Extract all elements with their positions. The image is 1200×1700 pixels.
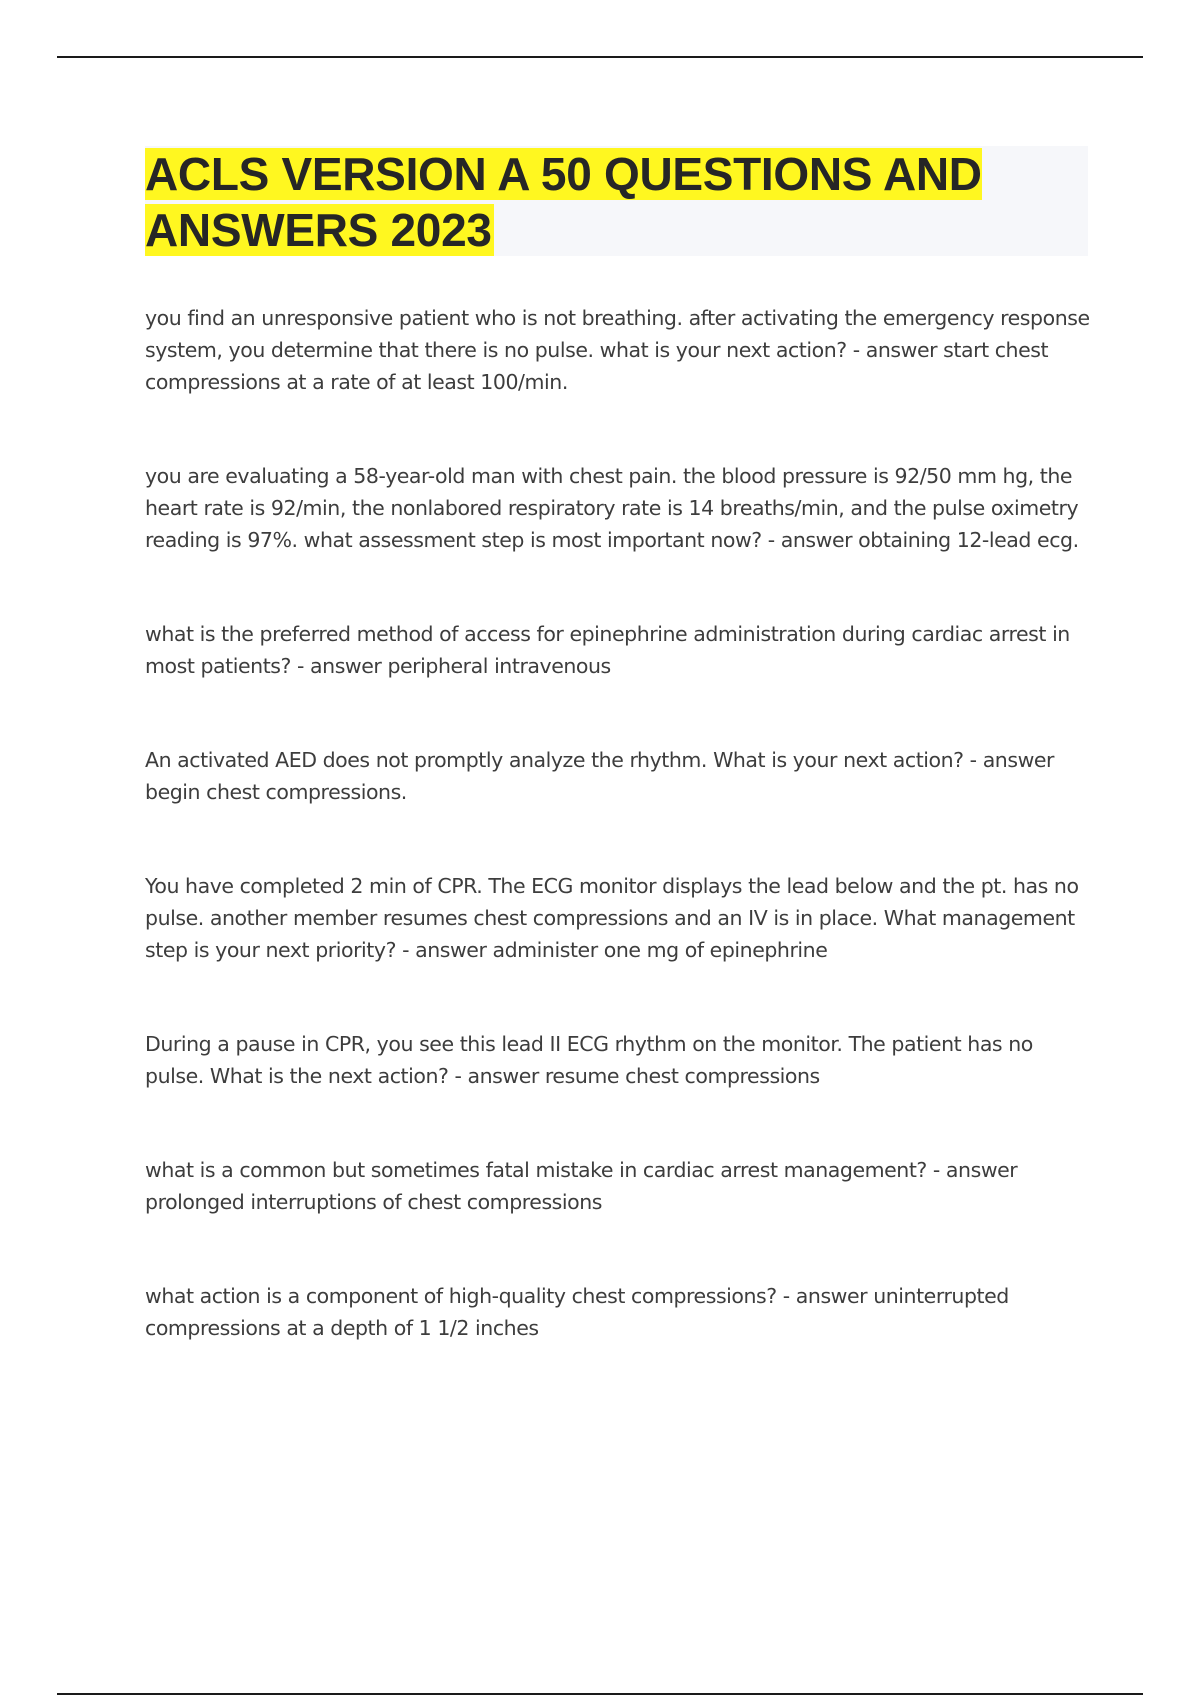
- qa-item-6: During a pause in CPR, you see this lead II ECG rhythm on the monitor. The patient has no pulse. What is the next action? - answer resume chest compressions: [145, 1032, 1033, 1088]
- title-highlight: ACLS VERSION A 50 QUESTIONS AND ANSWERS 2023: [145, 148, 982, 256]
- qa-item-2: you are evaluating a 58-year-old man with chest pain. the blood pressure is 92/50 mm hg, the heart rate is 92/min, the nonlabored respiratory rate is 14 breaths/min, and the pulse oximetry reading is 97%. what assessment step is most important now? - answer obtaining 12-lead ecg.: [145, 464, 1079, 552]
- title-block: [145, 146, 1088, 256]
- qa-item-1: you find an unresponsive patient who is not breathing. after activating the emergency response system, you determine that there is no pulse. what is your next action? - answer start chest compressions at a rate of at least 100/min.: [145, 306, 1090, 394]
- qa-item-8: what action is a component of high-quality chest compressions? - answer uninterrupted compressions at a depth of 1 1/2 inches: [145, 1284, 1009, 1340]
- qa-item-4: An activated AED does not promptly analyze the rhythm. What is your next action? - answer begin chest compressions.: [145, 748, 1055, 804]
- qa-list: [145, 302, 1090, 1406]
- top-rule: [57, 56, 1143, 58]
- qa-item-7: what is a common but sometimes fatal mistake in cardiac arrest management? - answer prolonged interruptions of chest compressions: [145, 1158, 1018, 1214]
- document-title: [145, 146, 1088, 258]
- qa-item-5: You have completed 2 min of CPR. The ECG monitor displays the lead below and the pt. has no pulse. another member resumes chest compressions and an IV is in place. What management step is your next priority? - answer administer one mg of epinephrine: [145, 874, 1079, 962]
- qa-item-3: what is the preferred method of access for epinephrine administration during cardiac arrest in most patients? - answer peripheral intravenous: [145, 622, 1070, 678]
- bottom-rule: [57, 1693, 1143, 1695]
